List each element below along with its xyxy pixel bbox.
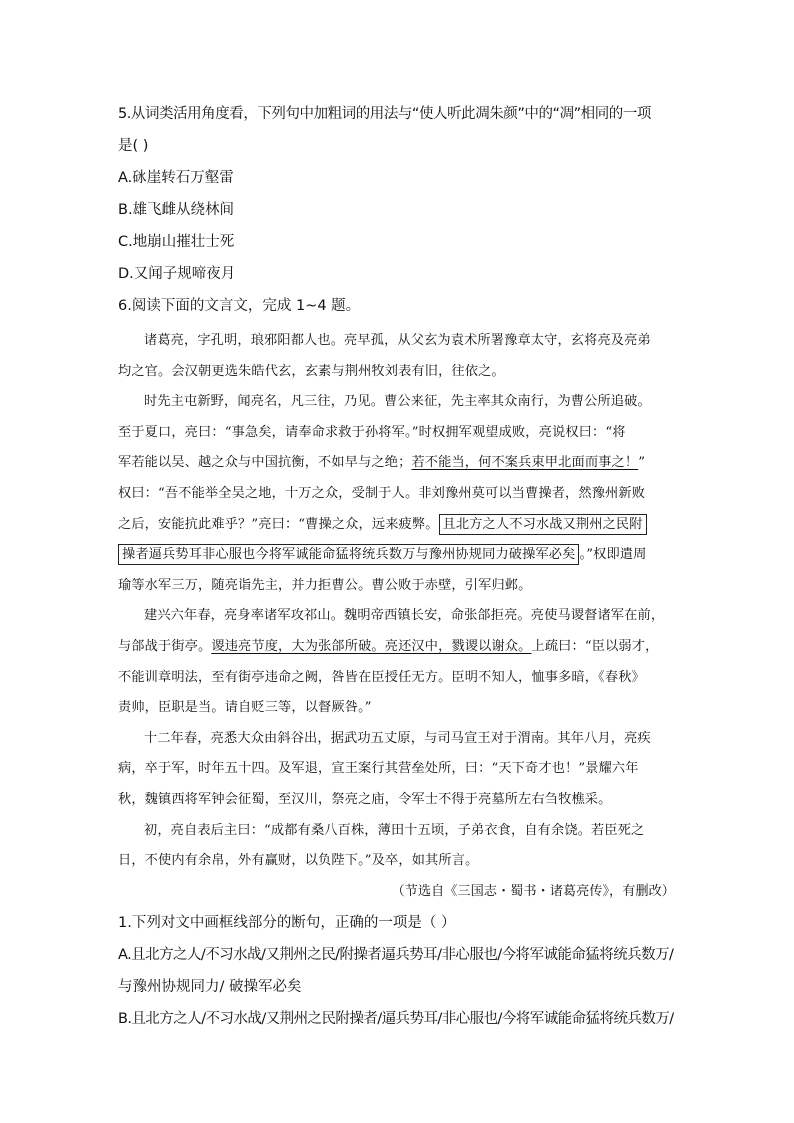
passage-line: 不能训章明法，至有街亭违命之阙，咎皆在臣授任无方。臣明不知人，恤事多暗，《春秋》 [118, 669, 645, 685]
underlined-sentence: 若不能当，何不案兵束甲北面而事之！ [411, 455, 639, 471]
passage-text: 军若能以吴、越之众与中国抗衡，不如早与之绝； [118, 455, 412, 471]
q5-stem: 5.从词类活用角度看，下列句中加粗词的用法与“使人听此凋朱颜”中的“凋”相同的一项 [118, 106, 651, 122]
passage-line: 初，亮自表后主曰：“成都有桑八百株，薄田十五顷，子弟衣食，自有余饶。若臣死之 [144, 822, 645, 838]
passage-line: 诸葛亮，字孔明，琅邪阳都人也。亮早孤，从父玄为袁术所署豫章太守，玄将亮及亮弟 [144, 333, 651, 348]
classical-passage [118, 326, 683, 877]
q5-option-a: A.砯崖转石万壑雷 [118, 170, 234, 186]
passage-line: 病，卒于军，时年五十四。及军退，宣王案行其营垒处所，曰：“天下奇才也！”景耀六年 [118, 761, 639, 777]
passage-text: ” [638, 455, 646, 471]
passage-source: （节选自《三国志・蜀书・诸葛亮传》，有删改） [391, 883, 675, 899]
passage-text: 之后，安能抗此难乎？”亮曰：“曹操之众，远来疲弊。 [118, 516, 439, 532]
passage-text: 。”权即遣周 [579, 547, 647, 563]
q5-option-d: D.又闻子规啼夜月 [118, 266, 236, 282]
passage-line: 日，不使内有余帛，外有赢财，以负陛下。”及卒，如其所言。 [118, 853, 479, 869]
passage-text: 上疏曰：“臣以弱才， [531, 638, 659, 654]
q1-option-a-cont: 与豫州协规同力/ 破操军必矣 [118, 978, 302, 995]
passage-line: 权曰：“吾不能举全吴之地，十万之众，受制于人。非刘豫州莫可以当曹操者，然豫州新败 [118, 485, 646, 501]
q5-option-b: B.雄飞雌从绕林间 [118, 202, 235, 218]
q5-stem-answer-blank: 是( ) [118, 138, 149, 154]
q5-option-c: C.地崩山摧壮士死 [118, 234, 235, 250]
exam-page [118, 98, 683, 1035]
passage-line: 瑜等水军三万，随亮诣先主，并力拒曹公。曹公败于赤壁，引军归邺。 [118, 577, 532, 593]
underlined-sentence: 谡违亮节度，大为张郃所破。亮还汉中，戮谡以谢众。 [211, 638, 532, 654]
passage-line [118, 510, 683, 541]
passage-line: 建兴六年春，亮身率诸军攻祁山。魏明帝西镇长安，命张郃拒亮。亮使马谡督诸军在前， [144, 608, 665, 624]
passage-line: 十二年春，亮悉大众由斜谷出，据武功五丈原，与司马宣王对于渭南。其年八月，亮疾 [144, 730, 651, 746]
passage-line [118, 448, 683, 479]
q1-option-a: A.且北方之人/不习水战/又荆州之民/附操者逼兵势耳/非心服也/今将军诚能命猛将统兵数万/ [118, 946, 674, 963]
boxed-sentence-part1: 且北方之人不习水战又荆州之民附 [439, 514, 647, 535]
passage-text: 与郃战于街亭。 [118, 638, 212, 654]
passage-line [118, 540, 683, 571]
passage-line: 至于夏口，亮曰：“事急矣，请奉命求救于孙将军。”时权拥军观望成败，亮说权曰：“将 [118, 424, 626, 440]
passage-line: 时先主屯新野，闻亮名，凡三往，乃见。曹公来征，先主率其众南行，为曹公所追破。 [144, 394, 651, 410]
passage-line: 均之官。会汉朝更选朱皓代玄，玄素与荆州牧刘表有旧，往依之。 [118, 363, 505, 379]
passage-line: 责帅，臣职是当。请自贬三等，以督厥咎。” [118, 700, 372, 716]
q1-option-b: B.且北方之人/不习水战/又荆州之民附操者/逼兵势耳/非心服也/今将军诚能命猛将统兵数万/ [118, 1010, 674, 1027]
passage-line [118, 632, 683, 663]
boxed-sentence-part2: 操者逼兵势耳非心服也今将军诚能命猛将统兵数万与豫州协规同力破操军必矣 [118, 544, 579, 565]
q6-stem: 6.阅读下面的文言文，完成 1~4 题。 [118, 298, 361, 314]
passage-line: 秋，魏镇西将军钟会征蜀，至汉川，祭亮之庙，令军士不得于亮墓所左右刍牧樵采。 [118, 791, 612, 807]
q1-stem: 1.下列对文中画框线部分的断句，正确的一项是（ ） [118, 914, 456, 931]
